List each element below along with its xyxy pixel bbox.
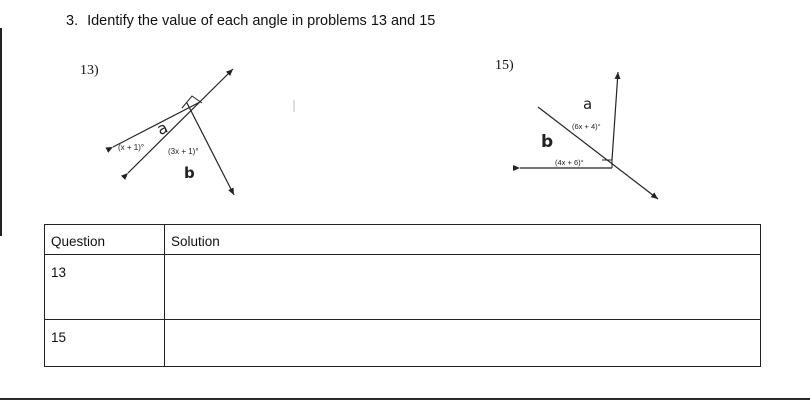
answer-table bbox=[44, 224, 761, 367]
question-cell: 13 bbox=[45, 255, 165, 319]
p15-variable-a: a bbox=[583, 95, 593, 113]
solution-cell[interactable] bbox=[165, 319, 761, 366]
problem-15-label: 15) bbox=[495, 58, 514, 73]
p15-vertical-line bbox=[612, 72, 618, 160]
question-number: 3. bbox=[66, 13, 79, 29]
table-header-row bbox=[45, 225, 761, 255]
question-column-header: Question bbox=[45, 225, 165, 255]
problem-13-diagram bbox=[113, 69, 294, 195]
question-cell: 15 bbox=[45, 319, 165, 366]
p15-angle-bottom: (4x + 6)° bbox=[555, 158, 584, 167]
table-row bbox=[45, 255, 761, 319]
solution-cell[interactable] bbox=[165, 255, 761, 319]
instruction-text: Identify the value of each angle in problems 13 and 15 bbox=[87, 13, 436, 29]
table-row bbox=[45, 319, 761, 366]
bottom-rule bbox=[0, 398, 810, 400]
solution-column-header: Solution bbox=[165, 225, 761, 255]
p13-angle-left: (x + 1)° bbox=[118, 143, 145, 152]
p13-variable-a: a bbox=[153, 117, 171, 139]
problem-13-label: 13) bbox=[80, 63, 99, 78]
p13-angle-right: (3x + 1)° bbox=[168, 147, 199, 156]
p13-long-line bbox=[128, 69, 233, 173]
p15-variable-b: b bbox=[541, 132, 554, 152]
p15-right-angle-mark bbox=[602, 160, 612, 168]
p13-variable-b: b bbox=[184, 164, 195, 182]
p15-diagonal-line bbox=[538, 107, 658, 199]
problem-15-diagram bbox=[520, 72, 658, 199]
p15-angle-top: (6x + 4)° bbox=[572, 122, 601, 131]
